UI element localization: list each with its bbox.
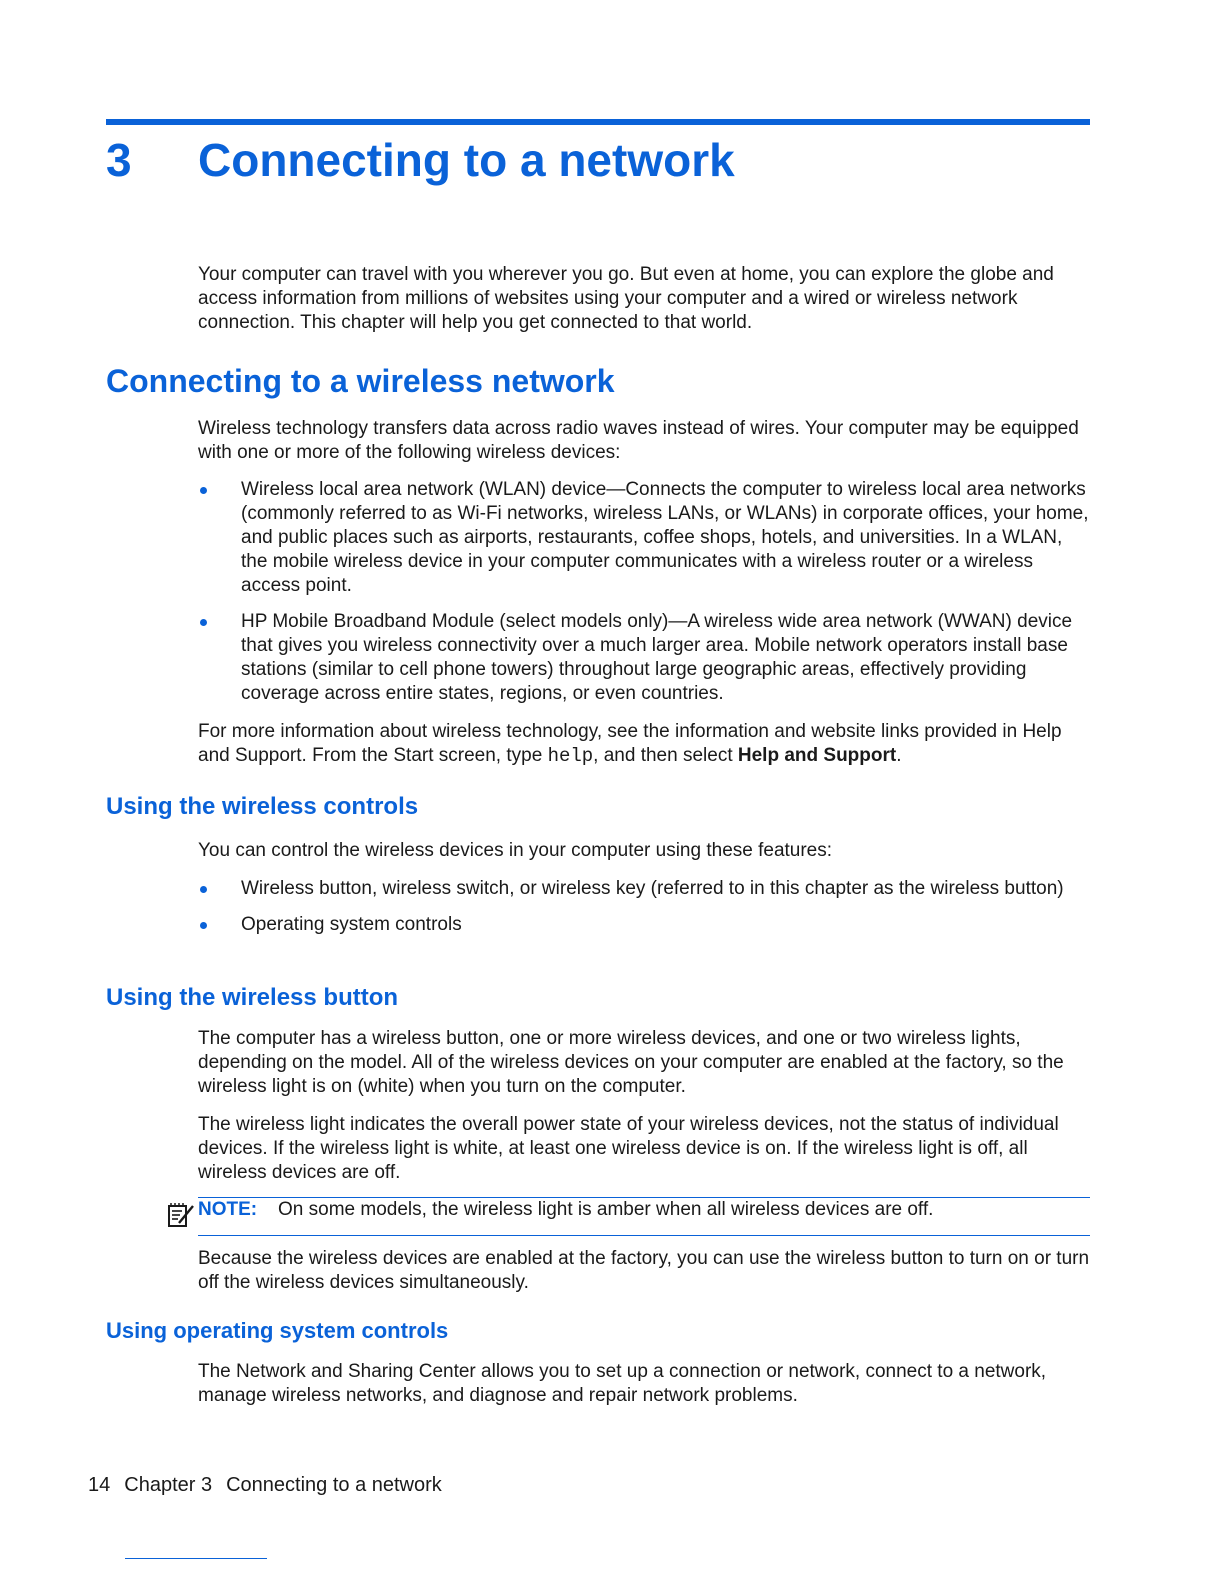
page-number: 14 (88, 1474, 111, 1496)
list-item (198, 877, 1090, 901)
list-item-text: Wireless button, wireless switch, or wireless key (referred to in this chapter as the wireless button) (241, 878, 1064, 899)
os-para: The Network and Sharing Center allows you to set up a connection or network, connect to a network, manage wireless networks, and diagnose and repair network problems. (198, 1361, 1047, 1406)
list-item-text: Operating system controls (241, 914, 462, 935)
more-info-text: For more information about wireless technology, see the information and website links provided in Help and Support. From the Start screen, type (198, 721, 1062, 766)
list-item (198, 610, 1090, 706)
wireless-more-info (198, 720, 1090, 768)
section-heading-controls: Using the wireless controls (106, 793, 419, 820)
note-text: On some models, the wireless light is amber when all wireless devices are off. (278, 1199, 934, 1220)
chapter-intro: Your computer can travel with you wherever you go. But even at home, you can explore the globe and access information from millions of websites using your computer and a wired or wireless network connection. This chapter will help you get connected to that world. (198, 264, 1054, 333)
chapter-number: 3 (106, 134, 132, 186)
footer-chapter-title: Connecting to a network (226, 1474, 442, 1496)
bullet-icon (200, 922, 207, 929)
footer-rule (125, 1558, 267, 1559)
section-heading-wireless: Connecting to a wireless network (106, 363, 615, 399)
more-info-suffix: . (896, 745, 902, 766)
chapter-title (106, 132, 735, 188)
bullet-icon (200, 487, 207, 494)
controls-intro: You can control the wireless devices in your computer using these features: (198, 840, 833, 861)
bullet-icon (200, 886, 207, 893)
note-pencil-icon (166, 1200, 196, 1230)
page-footer (88, 1472, 456, 1498)
list-item (198, 913, 1090, 937)
list-item-text: HP Mobile Broadband Module (select models only)—A wireless wide area network (WWAN) device that gives you wireless connectivity over a much larger area. Mobile network operators install base stations (similar to cell phone towers) throughout large geographic areas, effectively providing coverage across entire states, regions, or even countries. (241, 611, 1073, 704)
note-label: NOTE: (198, 1199, 258, 1220)
wireless-device-list (198, 478, 1090, 706)
section-heading-button: Using the wireless button (106, 984, 399, 1011)
footer-chapter-label: Chapter 3 (124, 1474, 213, 1496)
button-para-3: Because the wireless devices are enabled at the factory, you can use the wireless button to turn on or turn off the wireless devices simultaneously. (198, 1248, 1090, 1293)
list-item-text: Wireless local area network (WLAN) device—Connects the computer to wireless local area networks (commonly referred to as Wi-Fi networks, wireless LANs, or WLANs) in corporate offices, your home, and public places such as airports, restaurants, coffee shops, hotels, and universities. In a WLAN, the mobile wireless device in your computer communicates with a wireless router or a wireless access point. (241, 479, 1089, 596)
chapter-rule (106, 119, 1090, 125)
controls-list (198, 877, 1090, 937)
bullet-icon (200, 619, 207, 626)
list-item (198, 478, 1090, 598)
chapter-title-text: Connecting to a network (198, 134, 735, 186)
button-para-1: The computer has a wireless button, one or more wireless devices, and one or two wireless lights, depending on the model. All of the wireless devices on your computer are enabled at the factory, so the wireless light is on (white) when you turn on the computer. (198, 1028, 1064, 1097)
note (198, 1198, 933, 1222)
note-bottom-rule (198, 1235, 1090, 1236)
section-heading-os: Using operating system controls (106, 1318, 449, 1343)
wireless-intro: Wireless technology transfers data across radio waves instead of wires. Your computer may be equipped with one or more of the following wireless devices: (198, 418, 1079, 463)
more-info-code: help (547, 745, 594, 767)
more-info-middle: , and then select (593, 745, 738, 766)
button-para-2: The wireless light indicates the overall power state of your wireless devices, not the status of individual devices. If the wireless light is white, at least one wireless device is on. If the wireless light is off, all wireless devices are off. (198, 1114, 1059, 1183)
more-info-bold: Help and Support (737, 745, 897, 766)
